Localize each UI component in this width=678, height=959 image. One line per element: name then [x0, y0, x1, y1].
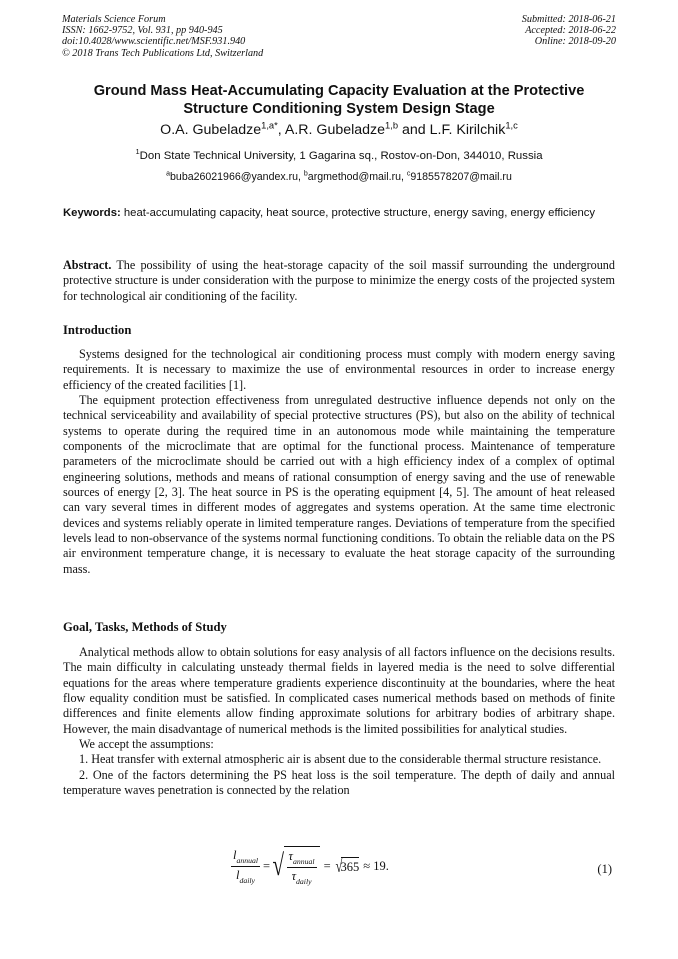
eq-l-symbol: l [233, 847, 237, 862]
author-list [40, 122, 638, 138]
sqrt-sign: √ [272, 849, 285, 882]
eq-denominator [234, 867, 257, 885]
eq-tau-symbol-2: τ [291, 869, 297, 883]
eq-tau-symbol: τ [288, 849, 294, 863]
email-c[interactable]: 9185578207@mail.ru [410, 171, 512, 183]
eq-tau-denominator [290, 868, 314, 886]
submitted-date: Submitted: 2018-06-21 [521, 14, 616, 25]
intro-paragraph-1: Systems designed for the technological air conditioning process must comply with modern energy saving requirements. It is necessary to maximize the use of environmental resources in order to increase energy efficiency of the created facilities [1]. [63, 347, 615, 392]
eq-tau-annual-subscript: annual [293, 857, 315, 866]
sqrt-sign-2: √ [335, 856, 343, 876]
journal-issn: ISSN: 1662-9752, Vol. 931, pp 940-945 [62, 25, 223, 37]
goal-paragraph-3: 1. Heat transfer with external atmospheric air is absent due to the considerable thermal structure resistance. [79, 752, 602, 767]
eq-daily-subscript: daily [239, 875, 255, 885]
email-a-mark: a [166, 170, 171, 178]
author-1: O.A. Gubeladze [160, 122, 262, 138]
email-c-mark: c [406, 170, 411, 178]
introduction-body [63, 347, 615, 577]
journal-copyright: © 2018 Trans Tech Publications Ltd, Switzerland [62, 47, 264, 59]
journal-doi: doi:10.4028/www.scientific.net/MSF.931.940 [62, 36, 246, 48]
eq-equals: = [263, 858, 271, 873]
eq-equals-2: = [323, 858, 331, 873]
affiliation [40, 147, 638, 162]
email-a[interactable]: buba26021966@yandex.ru, [170, 171, 304, 183]
eq-sqrt-365 [334, 857, 360, 875]
abstract-text: The possibility of using the heat-storage capacity of the soil massif surrounding the underground protective structure is under consideration with the purpose to minimize the energy costs of the projected system for technological air conditioning of the facility. [63, 258, 615, 303]
email-b-mark: b [303, 170, 308, 178]
eq-tau-numerator [287, 849, 317, 868]
abstract [63, 258, 615, 304]
goal-paragraph-4: 2. One of the factors determining the PS heat loss is the soil temperature. The depth of daily and annual temperature waves penetration is connected by the relation [63, 767, 615, 798]
goal-paragraph-1: Analytical methods allow to obtain solutions for easy analysis of all factors influence on the decisions results. The main difficulty in calculating unsteady thermal fields in layered media is the need to solve differential equations for the areas where temperature gradients experience discontinuity at the boundaries, where the heat flow equality condition must be satisfied. In complicated cases numerical methods based on methods of finite differences and finite elements allow finding approximate solutions for arbitrary bodies of arbitrary shape. However, the main disadvantage of numerical methods is the limited possibilities for analytical studies. [63, 645, 615, 736]
accepted-date: Accepted: 2018-06-22 [525, 25, 616, 37]
email-b[interactable]: argmethod@mail.ru, [307, 171, 407, 183]
author-1-affil: 1,a* [261, 120, 278, 131]
online-date: Online: 2018-09-20 [534, 36, 616, 48]
introduction-heading: Introduction [63, 323, 132, 337]
eq-approx-result: ≈ 19 [363, 858, 386, 873]
author-2: , A.R. Gubeladze [277, 122, 386, 138]
author-3-affil: 1,c [505, 120, 518, 131]
journal-info [62, 14, 263, 59]
equation-length-ratio [231, 848, 260, 885]
intro-paragraph-2: The equipment protection effectiveness from unregulated destructive influence depends not only on the technical serviceability and availability of special protective structures (PS), but also on the ability of technical systems to operate during the required time in an autonomous mode while maintaining the temperature components of the microclimate that are optimal for the functional process. Maintenance of temperature parameters of the microclimate should be carried out with a high efficiency index of a complex of optimal engineering solutions, methods and means of rational consumption of energy saving and the use of renewable sources of energy [2, 3]. The heat source in PS is the operating equipment [4, 5]. The amount of heat released can vary several times in different modes of aggregates and systems operation. At the same time electronic devices and systems reliably operate in limited temperature ranges. Deviations of temperature from the specified levels lead to non-observance of the systems normal functioning conditions. To obtain the reliable data on the PS air environment temperature change, it is necessary to evaluate the heat storage capacity of the surrounding mass. [63, 393, 615, 576]
title-line-1: Ground Mass Heat-Accumulating Capacity Evaluation at the Protective [93, 83, 585, 99]
journal-header [62, 14, 616, 59]
author-emails [40, 171, 638, 183]
eq-period: . [385, 858, 389, 873]
equation-1 [228, 846, 389, 886]
eq-numerator [231, 848, 260, 867]
abstract-label: Abstract. [63, 258, 112, 272]
keywords-text: heat-accumulating capacity, heat source, protective structure, energy saving, energy efficiency [120, 207, 596, 219]
affiliation-mark: 1 [135, 147, 140, 157]
affiliation-text: Don State Technical University, 1 Gagarina sq., Rostov-on-Don, 344010, Russia [139, 150, 543, 162]
paper-title [40, 82, 638, 118]
publication-dates [522, 14, 616, 59]
title-line-2: Structure Conditioning System Design Stage [183, 101, 495, 117]
eq-sqrt-value: 365 [341, 857, 360, 875]
author-3: and L.F. Kirilchik [398, 122, 506, 138]
goal-body [63, 645, 615, 798]
author-2-affil: 1,b [385, 120, 399, 131]
keywords [63, 206, 615, 221]
eq-tau-daily-subscript: daily [296, 877, 312, 886]
eq-sqrt-ratio [270, 846, 319, 886]
equation-number: (1) [597, 862, 612, 876]
goal-heading: Goal, Tasks, Methods of Study [63, 620, 227, 634]
journal-name: Materials Science Forum [62, 14, 166, 25]
eq-l-symbol-2: l [236, 867, 240, 882]
goal-paragraph-2: We accept the assumptions: [79, 737, 214, 752]
eq-annual-subscript: annual [236, 855, 259, 865]
keywords-label: Keywords: [63, 207, 121, 219]
equation-tau-ratio [287, 849, 317, 886]
eq-sqrt-content [284, 846, 320, 886]
